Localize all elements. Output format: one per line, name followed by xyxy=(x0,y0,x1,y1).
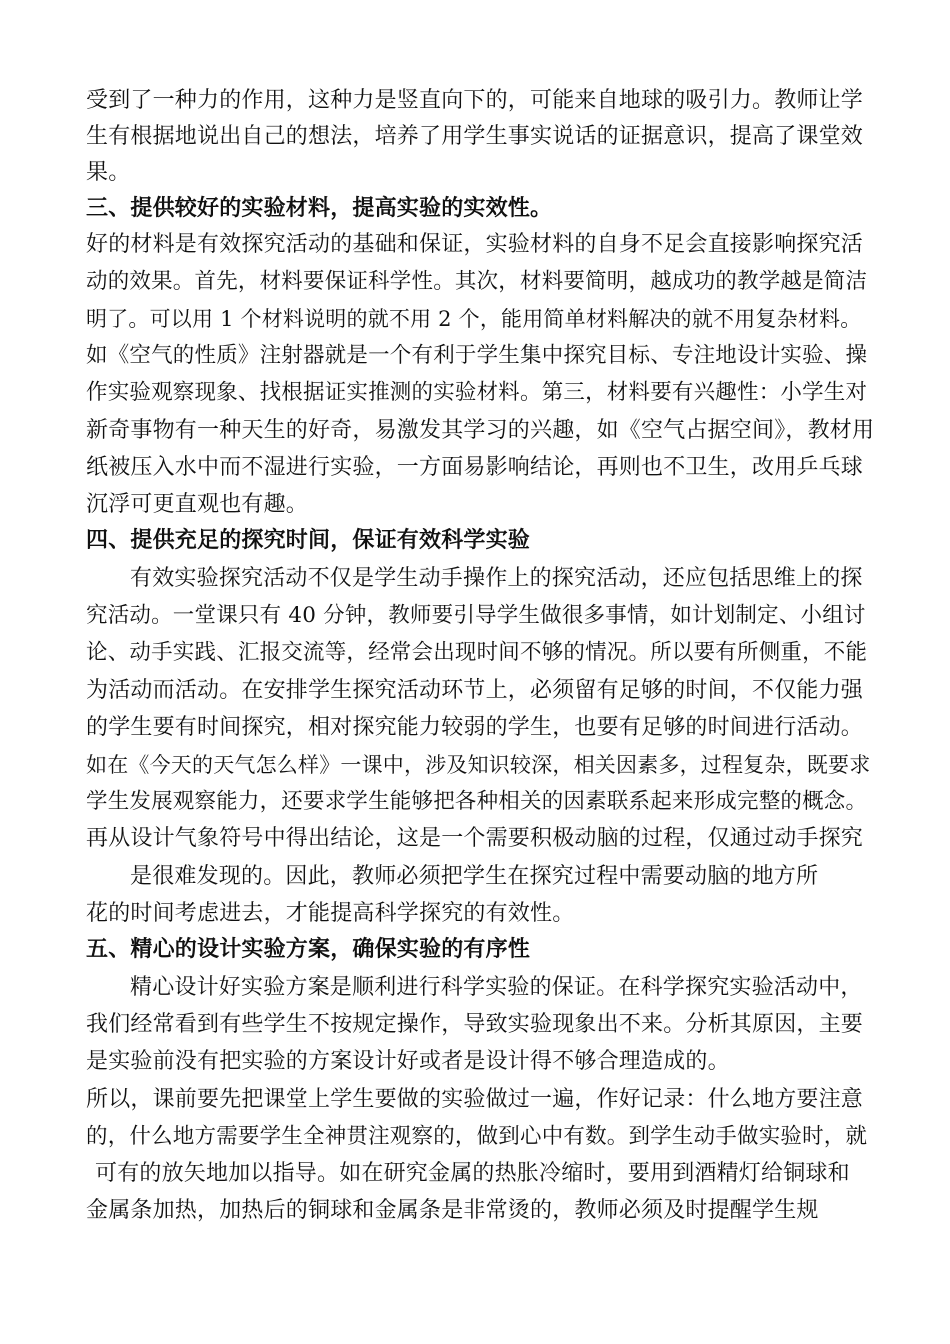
paragraph-line: 为活动而活动。在安排学生探究活动环节上，必须留有足够的时间，不仅能力强 xyxy=(86,678,864,703)
paragraph-line: 有效实验探究活动不仅是学生动手操作上的探究活动，还应包括思维上的探 xyxy=(130,566,863,591)
paragraph-line: 是实验前没有把实验的方案设计好或者是设计得不够合理造成的。 xyxy=(86,1049,730,1074)
paragraph-line: 明了。可以用 1 个材料说明的就不用 2 个，能用简单材料解决的就不用复杂材料。 xyxy=(86,307,862,331)
paragraph-line: 动的效果。首先，材料要保证科学性。其次，材料要简明，越成功的教学越是简洁 xyxy=(86,269,868,294)
paragraph-line: 花的时间考虑进去，才能提高科学探究的有效性。 xyxy=(86,901,575,926)
paragraph-line: 如《空气的性质》注射器就是一个有利于学生集中探究目标、专注地设计实验、操 xyxy=(86,343,868,368)
paragraph-line: 的学生要有时间探究，相对探究能力较弱的学生，也要有足够的时间进行活动。 xyxy=(86,715,864,740)
paragraph-line: 生有根据地说出自己的想法，培养了用学生事实说话的证据意识，提高了课堂效 xyxy=(86,124,864,149)
paragraph-line: 果。 xyxy=(86,160,131,185)
paragraph-line: 精心设计好实验方案是顺利进行科学实验的保证。在科学探究实验活动中， xyxy=(130,975,863,1000)
paragraph-line: 是很难发现的。因此，教师必须把学生在探究过程中需要动脑的地方所 xyxy=(130,864,819,889)
paragraph-line: 论、动手实践、汇报交流等，经常会出现时间不够的情况。所以要有所侧重，不能 xyxy=(86,640,868,665)
paragraph-line: 好的材料是有效探究活动的基础和保证，实验材料的自身不足会直接影响探究活 xyxy=(86,232,864,257)
paragraph-line: 我们经常看到有些学生不按规定操作，导致实验现象出不来。分析其原因，主要 xyxy=(86,1012,864,1037)
paragraph-line: 纸被压入水中而不湿进行实验，一方面易影响结论，再则也不卫生，改用乒乓球 xyxy=(86,455,864,480)
paragraph-line: 的，什么地方需要学生全神贯注观察的，做到心中有数。到学生动手做实验时，就 xyxy=(86,1124,868,1149)
paragraph-line: 究活动。一堂课只有 40 分钟，教师要引导学生做很多事情，如计划制定、小组讨 xyxy=(86,603,866,628)
section-heading-5: 五、精心的设计实验方案，确保实验的有序性 xyxy=(86,937,531,962)
paragraph-line: 新奇事物有一种天生的好奇，易激发其学习的兴趣，如《空气占据空间》，教材用 xyxy=(86,418,875,443)
paragraph-line: 作实验观察现象、找根据证实推测的实验材料。第三，材料要有兴趣性：小学生对 xyxy=(86,380,868,405)
paragraph-line: 如在《今天的天气怎么样》一课中，涉及知识较深，相关因素多，过程复杂，既要求 xyxy=(86,753,871,777)
paragraph-line: 金属条加热，加热后的铜球和金属条是非常烫的，教师必须及时提醒学生规 xyxy=(86,1198,819,1223)
paragraph-line: 所以，课前要先把课堂上学生要做的实验做过一遍，作好记录：什么地方要注意 xyxy=(86,1087,864,1112)
paragraph-line: 可有的放矢地加以指导。如在研究金属的热胀冷缩时，要用到酒精灯给铜球和 xyxy=(95,1161,850,1186)
paragraph-line: 再从设计气象符号中得出结论，这是一个需要积极动脑的过程，仅通过动手探究 xyxy=(86,826,864,851)
paragraph-line: 受到了一种力的作用，这种力是竖直向下的，可能来自地球的吸引力。教师让学 xyxy=(86,88,864,113)
section-heading-4: 四、提供充足的探究时间，保证有效科学实验 xyxy=(86,528,531,553)
section-heading-3: 三、提供较好的实验材料，提高实验的实效性。 xyxy=(86,196,553,221)
paragraph-line: 沉浮可更直观也有趣。 xyxy=(86,492,309,517)
paragraph-line: 学生发展观察能力，还要求学生能够把各种相关的因素联系起来形成完整的概念。 xyxy=(86,789,868,814)
